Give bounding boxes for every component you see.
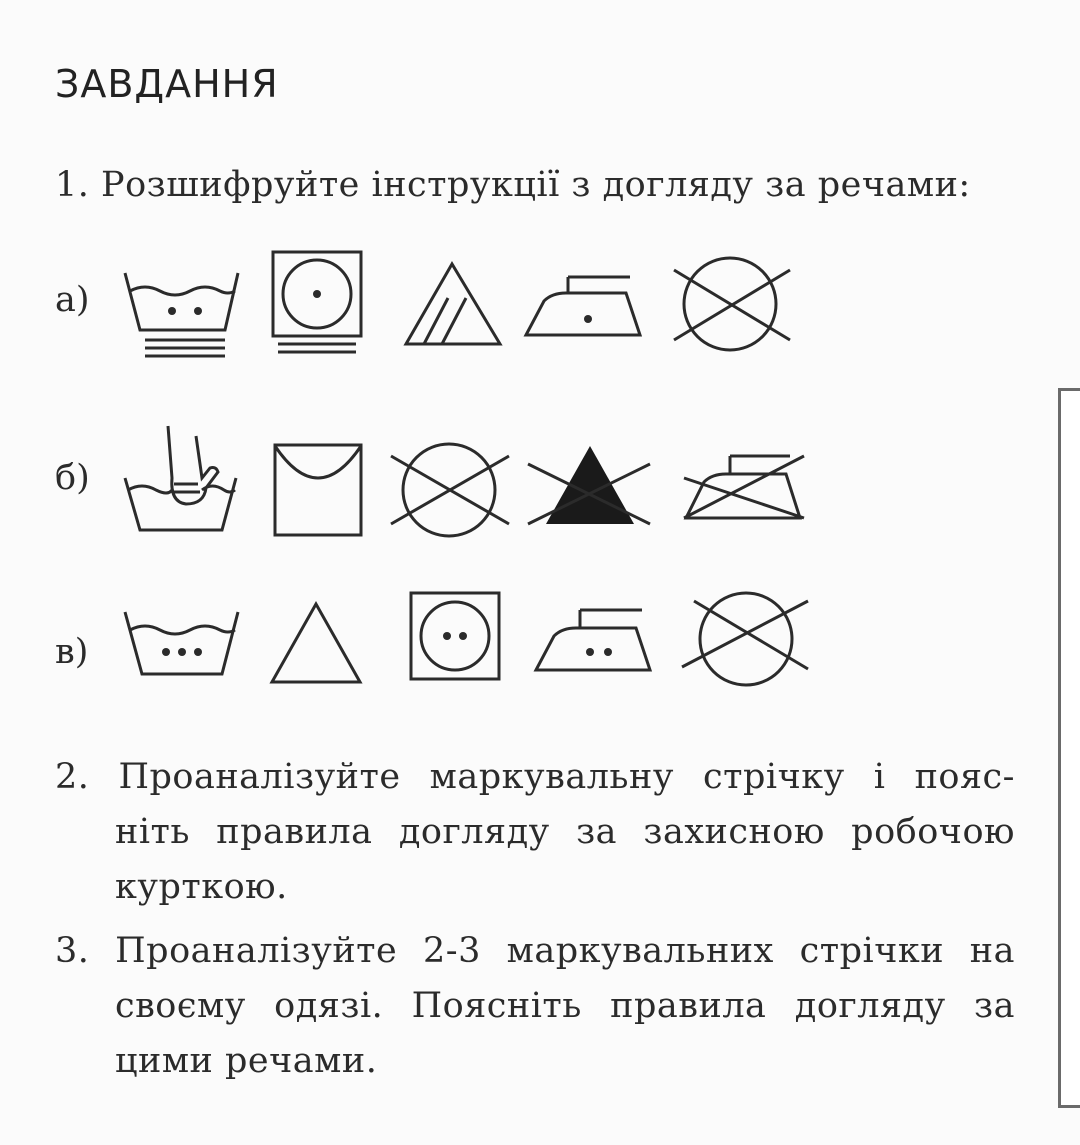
no-iron-icon (676, 442, 811, 527)
task-3-line-1: 3. Проаналізуйте 2-3 маркувальних стрічки на (55, 931, 1015, 971)
bleach-allowed-icon (266, 598, 366, 688)
task-3-line-2: своєму одязі. Поясніть правила догляду за (115, 986, 1015, 1026)
iron-low-icon (520, 265, 650, 345)
task-2-line-2: ніть правила догляду за захисною робочою (115, 812, 1015, 852)
task-3-text (55, 924, 1015, 1089)
task-2-text (55, 750, 1015, 915)
page-title: ЗАВДАННЯ (55, 62, 279, 106)
row-label-a: а) (55, 280, 90, 320)
task-2-line-3: курткою. (115, 867, 288, 907)
hand-wash-icon (120, 418, 245, 538)
no-dry-clean-icon (672, 585, 812, 695)
task-3-line-3: цими речами. (115, 1041, 378, 1081)
tumble-dry-medium-icon (406, 588, 506, 684)
no-dry-clean-icon (385, 432, 515, 547)
bleach-non-chlorine-icon (400, 258, 510, 350)
task-2-line-1: 2. Проаналізуйте маркувальну стрічку і пояс- (55, 757, 1015, 797)
side-frame (1058, 388, 1080, 1108)
iron-medium-icon (530, 600, 660, 680)
wash-40-gentle-icon (120, 255, 245, 365)
wash-50-icon (120, 604, 245, 684)
row-label-c: в) (55, 632, 89, 672)
no-dry-clean-icon (668, 250, 798, 360)
no-bleach-icon (522, 440, 657, 535)
row-label-b: б) (55, 458, 90, 498)
tumble-dry-low-gentle-icon (268, 248, 368, 364)
line-dry-icon (270, 440, 370, 540)
task-1-text: 1. Розшифруйте інструкції з догляду за речами: (55, 165, 971, 205)
